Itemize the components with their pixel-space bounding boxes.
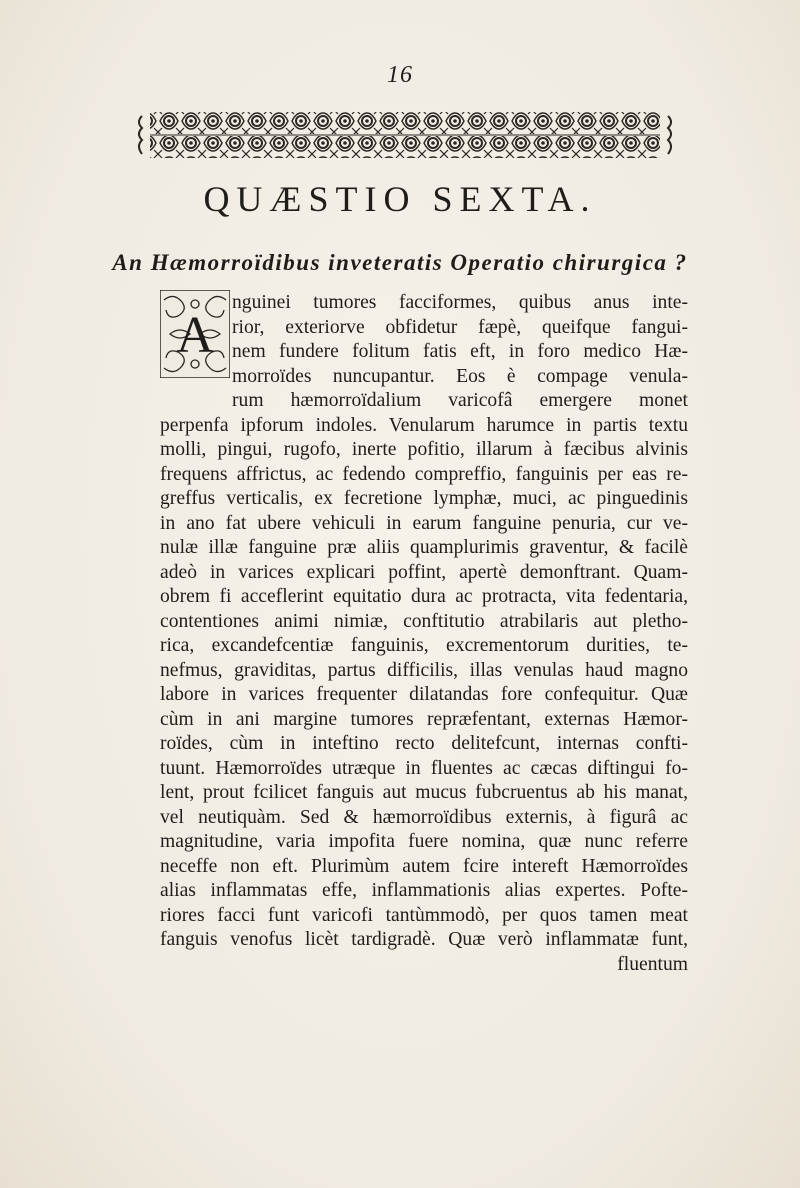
text-line: molli, pingui, rugofo, inerte pofitio, illarum à fæcibus alvinis (160, 439, 688, 460)
text-line: alias inflammatas effe, inflammationis alias expertes. Pofte- (160, 880, 688, 901)
text-line: adeò in varices explicari poffint, apertè demonftrant. Quam- (160, 561, 688, 583)
text-line: nulæ illæ fanguine præ aliis quamplurimis graventur, & facilè (160, 537, 688, 558)
text-line: frequens affrictus, ac fedendo compreffio, fanguinis per eas re- (160, 463, 688, 485)
text-line: rica, excandefcentiæ fanguinis, excrementorum durities, te- (160, 635, 688, 656)
text-line: vel neutiquàm. Sed & hæmorroïdibus externis, à figurâ ac (160, 806, 688, 828)
svg-text:A: A (176, 307, 214, 364)
text-line: fanguis venofus licèt tardigradè. Quæ verò inflammatæ funt, (160, 929, 688, 950)
ornamental-headpiece (136, 110, 674, 160)
text-line: in ano fat ubere vehiculi in earum fanguine penuria, cur ve- (160, 512, 688, 534)
question-subtitle: An Hæmorroïdibus inveteratis Operatio chirurgica ? (112, 250, 688, 275)
text-line: greffus verticalis, ex fecretione lymphæ, muci, ac pinguedinis (160, 488, 688, 509)
text-line: morroïdes nuncupantur. Eos è compage venula- (232, 365, 688, 387)
text-line: labore in varices frequenter dilatandas fore confequitur. Quæ (160, 684, 688, 705)
text-line: rum hæmorroïdalium varicofâ emergere monet (232, 390, 688, 411)
text-line: riores facci funt varicofi tantùmmodò, per quos tamen meat (160, 904, 688, 926)
text-line: nem fundere folitum fatis eft, in foro medico Hæ- (232, 341, 688, 362)
text-line: neceffe non eft. Plurimùm autem fcire intereft Hæmorroïdes (160, 855, 688, 877)
text-line: magnitudine, varia impofita fuere nomina, quæ nunc referre (160, 831, 688, 852)
text-line: contentiones animi nimiæ, conftitutio atrabilaris aut pletho- (160, 610, 688, 632)
text-line: perpenfa ipforum indoles. Venularum harumce in partis textu (160, 414, 688, 436)
text-line: nefmus, graviditas, partus difficilis, illas venulas haud magno (160, 659, 688, 681)
text-line: nguinei tumores facciformes, quibus anus inte- (232, 292, 688, 313)
catchword: fluentum (617, 953, 688, 975)
text-line: obrem fi acceflerint equitatio dura ac protracta, vita fedentaria, (160, 586, 688, 607)
page-number: 16 (387, 62, 413, 88)
text-line: tuunt. Hæmorroïdes utræque in fluentes ac cæcas diftingui fo- (160, 757, 688, 779)
chapter-title: QUÆSTIO SEXTA. (203, 179, 597, 219)
body-text (160, 291, 688, 977)
text-line: rior, exteriorve obfidetur fæpè, queifque fangui- (232, 316, 688, 338)
text-line: roïdes, cùm in inteftino recto delitefcunt, internas confti- (160, 733, 688, 754)
text-line: cùm in ani margine tumores repræfentant, externas Hæmor- (160, 708, 688, 730)
text-line: lent, prout fcilicet fanguis aut mucus fubcruentus ab his manat, (160, 782, 688, 803)
